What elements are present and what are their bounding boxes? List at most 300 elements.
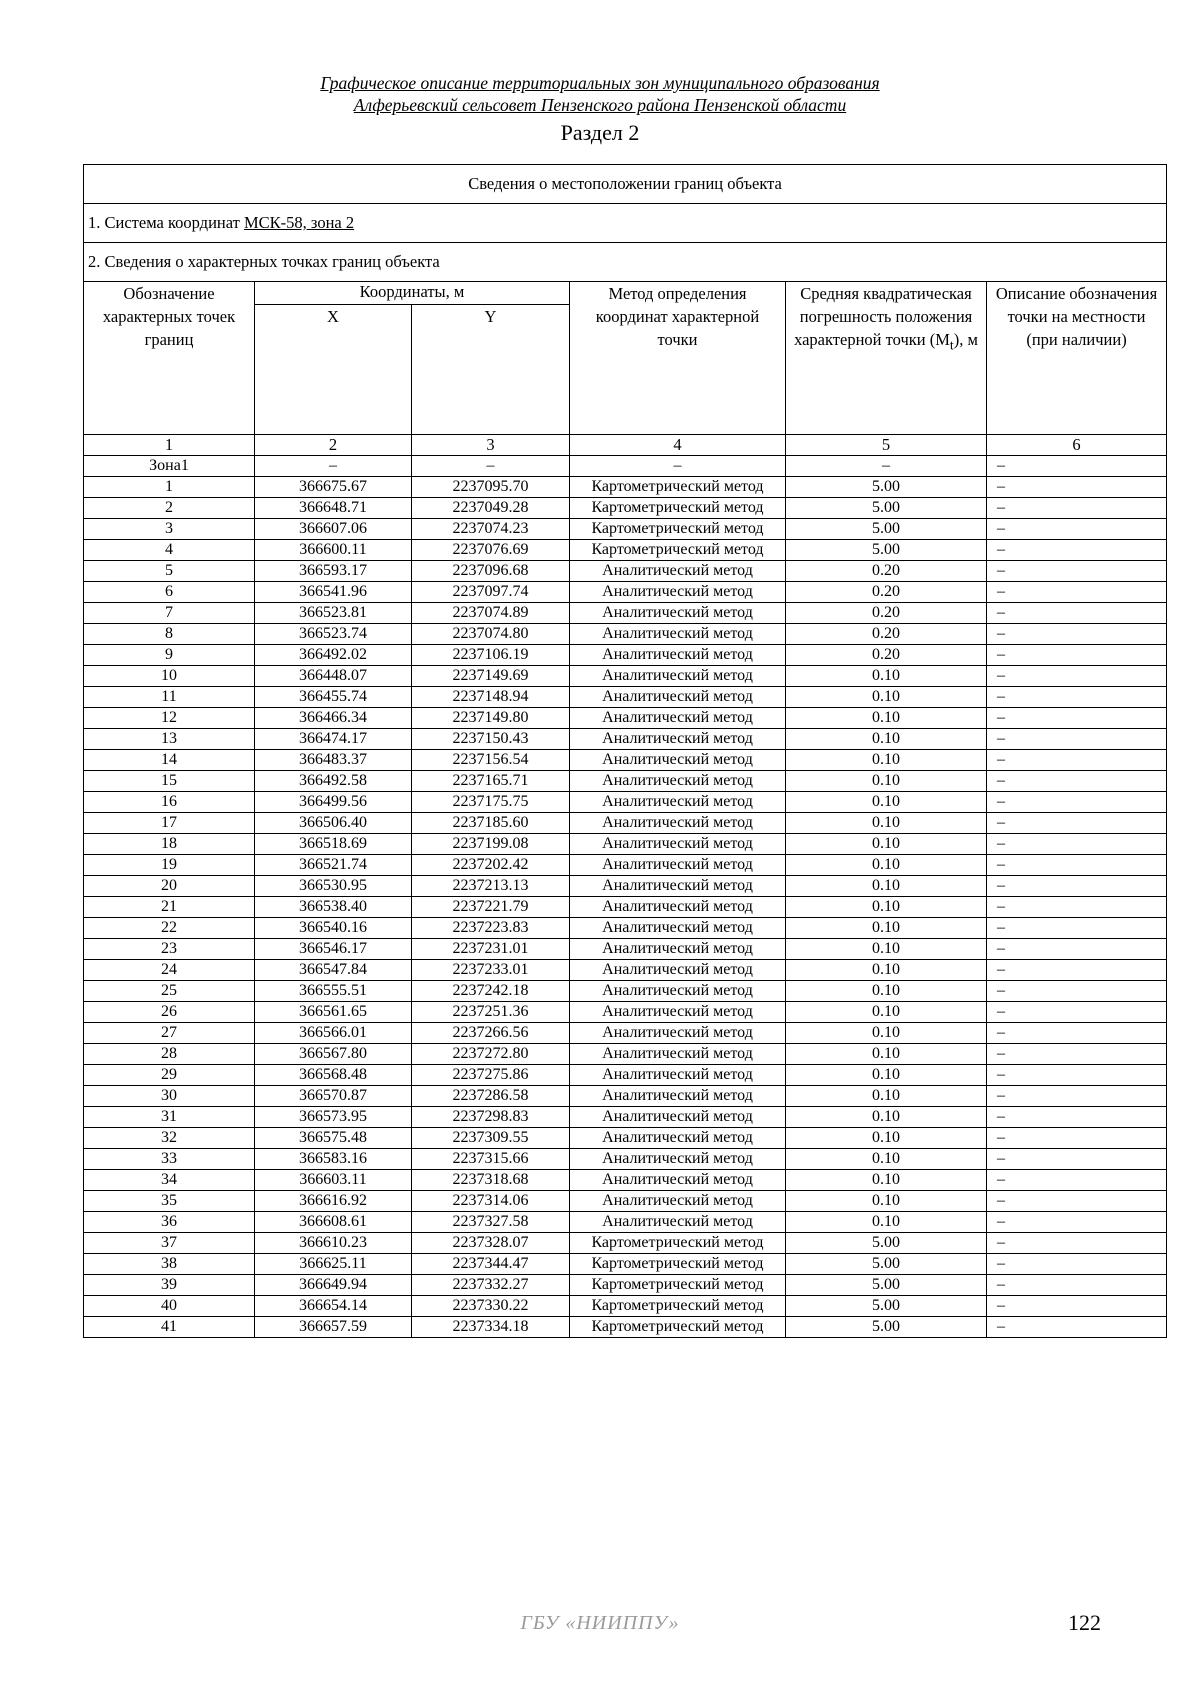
cell-error: 0.10 [786,666,987,687]
cell-error: 0.10 [786,1107,987,1128]
cell-method: Аналитический метод [570,1107,786,1128]
cell-x: 366616.92 [255,1191,412,1212]
header-y: Y [412,305,570,435]
cell-y: 2237344.47 [412,1254,570,1275]
column-number: 1 [84,435,255,456]
cell-description: – [987,624,1167,645]
table-row [84,1023,1167,1044]
coordinate-system-value: МСК-58, зона 2 [243,213,355,232]
table-row [84,897,1167,918]
cell-x: 366583.16 [255,1149,412,1170]
cell-error: 0.10 [786,1086,987,1107]
cell-y: 2237233.01 [412,960,570,981]
cell-point-id: 26 [84,1002,255,1023]
cell-x: 366538.40 [255,897,412,918]
cell-point-id: 18 [84,834,255,855]
page-number: 122 [1068,1610,1101,1635]
cell-x: 366649.94 [255,1275,412,1296]
cell-method: Аналитический метод [570,1023,786,1044]
cell-error: 0.10 [786,918,987,939]
cell-error: 0.10 [786,981,987,1002]
header-mean-error [786,282,987,435]
header-title-line-2: Алферьевский сельсовет Пензенского района Пензенской области [353,95,847,115]
cell-description: – [987,813,1167,834]
table-row [84,708,1167,729]
cell-y: 2237213.13 [412,876,570,897]
cell-point-id: 23 [84,939,255,960]
cell-method: Аналитический метод [570,1002,786,1023]
cell-error: 0.10 [786,1191,987,1212]
cell-y: 2237199.08 [412,834,570,855]
cell-description: – [987,792,1167,813]
table-row [84,960,1167,981]
cell-method: Картометрический метод [570,540,786,561]
cell-point-id: 2 [84,498,255,519]
cell-y: 2237309.55 [412,1128,570,1149]
table-row [84,519,1167,540]
cell-y: 2237185.60 [412,813,570,834]
cell-x: 366625.11 [255,1254,412,1275]
cell-error: 5.00 [786,519,987,540]
cell-y: 2237286.58 [412,1086,570,1107]
cell-y: 2237318.68 [412,1170,570,1191]
cell-x: 366561.65 [255,1002,412,1023]
document-header [0,72,1200,148]
cell-description: – [987,1149,1167,1170]
cell-method: Аналитический метод [570,1128,786,1149]
header-method: Метод определения координат характерной точки [570,282,786,435]
cell-description: – [987,960,1167,981]
cell-error: 0.10 [786,750,987,771]
cell-point-id: 10 [84,666,255,687]
cell-method: Аналитический метод [570,771,786,792]
table-row [84,1317,1167,1338]
cell-method: Аналитический метод [570,855,786,876]
table-row [84,645,1167,666]
cell-y: 2237049.28 [412,498,570,519]
cell-x: 366506.40 [255,813,412,834]
cell-description: – [987,1044,1167,1065]
table-row [84,582,1167,603]
table-row [84,1170,1167,1191]
cell-method: Аналитический метод [570,687,786,708]
cell-method: Аналитический метод [570,645,786,666]
cell-error: 5.00 [786,1233,987,1254]
cell-method: Аналитический метод [570,708,786,729]
cell-x: 366530.95 [255,876,412,897]
column-number: 3 [412,435,570,456]
cell-point-id: 25 [84,981,255,1002]
cell-x: 366603.11 [255,1170,412,1191]
cell-y: 2237076.69 [412,540,570,561]
cell-point-id: 24 [84,960,255,981]
table-row [84,1065,1167,1086]
cell-point-id: 37 [84,1233,255,1254]
cell-y: 2237242.18 [412,981,570,1002]
cell-description: – [987,1275,1167,1296]
cell-y: 2237149.80 [412,708,570,729]
points-heading: 2. Сведения о характерных точках границ объекта [84,243,1167,282]
cell-error: 5.00 [786,1275,987,1296]
cell-point-id: 33 [84,1149,255,1170]
cell-description: – [987,456,1167,477]
cell-method: Аналитический метод [570,813,786,834]
cell-x: 366547.84 [255,960,412,981]
cell-x: 366466.34 [255,708,412,729]
cell-point-id: 7 [84,603,255,624]
cell-y: 2237315.66 [412,1149,570,1170]
table-row [84,792,1167,813]
cell-error: 0.10 [786,687,987,708]
section-title: Раздел 2 [560,120,640,145]
cell-x: 366600.11 [255,540,412,561]
table-title: Сведения о местоположении границ объекта [84,165,1167,204]
cell-point-id: 38 [84,1254,255,1275]
header-mean-error-subscript: t [949,337,954,353]
table-row [84,729,1167,750]
cell-x: 366654.14 [255,1296,412,1317]
table-row [84,1212,1167,1233]
cell-method: Аналитический метод [570,918,786,939]
cell-method: Аналитический метод [570,981,786,1002]
cell-method: Аналитический метод [570,1044,786,1065]
cell-y: 2237332.27 [412,1275,570,1296]
cell-point-id: 14 [84,750,255,771]
boundary-points-table [83,164,1167,1338]
cell-y: 2237149.69 [412,666,570,687]
table-row [84,540,1167,561]
cell-y: 2237251.36 [412,1002,570,1023]
cell-description: – [987,687,1167,708]
cell-x: 366492.58 [255,771,412,792]
cell-y: 2237314.06 [412,1191,570,1212]
cell-x: 366499.56 [255,792,412,813]
cell-x: 366566.01 [255,1023,412,1044]
cell-method: Аналитический метод [570,1149,786,1170]
table-row [84,1191,1167,1212]
cell-x: 366523.74 [255,624,412,645]
cell-x: 366607.06 [255,519,412,540]
cell-error: 0.20 [786,582,987,603]
cell-point-id: 39 [84,1275,255,1296]
cell-x: 366555.51 [255,981,412,1002]
cell-error: – [786,456,987,477]
cell-description: – [987,519,1167,540]
cell-method: – [570,456,786,477]
table-row [84,1233,1167,1254]
cell-point-id: 34 [84,1170,255,1191]
cell-point-id: 29 [84,1065,255,1086]
cell-description: – [987,918,1167,939]
cell-error: 0.10 [786,729,987,750]
header-title-line-1: Графическое описание территориальных зон муниципального образования [320,73,880,93]
cell-description: – [987,834,1167,855]
cell-method: Картометрический метод [570,1296,786,1317]
cell-error: 0.10 [786,960,987,981]
cell-method: Аналитический метод [570,729,786,750]
cell-error: 0.10 [786,1002,987,1023]
column-number: 6 [987,435,1167,456]
cell-y: 2237148.94 [412,687,570,708]
table-row [84,1149,1167,1170]
cell-x: 366648.71 [255,498,412,519]
cell-description: – [987,561,1167,582]
cell-point-id: 9 [84,645,255,666]
table-row [84,1107,1167,1128]
cell-method: Аналитический метод [570,750,786,771]
cell-x: 366657.59 [255,1317,412,1338]
cell-description: – [987,582,1167,603]
cell-x: 366575.48 [255,1128,412,1149]
table-row [84,624,1167,645]
cell-description: – [987,771,1167,792]
cell-y: 2237328.07 [412,1233,570,1254]
cell-point-id: 21 [84,897,255,918]
cell-y: 2237074.80 [412,624,570,645]
cell-method: Картометрический метод [570,1254,786,1275]
cell-x: 366518.69 [255,834,412,855]
cell-y: 2237221.79 [412,897,570,918]
cell-method: Аналитический метод [570,1170,786,1191]
cell-description: – [987,645,1167,666]
cell-error: 0.20 [786,645,987,666]
table-row [84,687,1167,708]
table-row [84,456,1167,477]
cell-y: 2237275.86 [412,1065,570,1086]
cell-description: – [987,1023,1167,1044]
cell-point-id: 32 [84,1128,255,1149]
cell-error: 5.00 [786,1317,987,1338]
table-row [84,939,1167,960]
cell-description: – [987,729,1167,750]
cell-description: – [987,1107,1167,1128]
cell-method: Картометрический метод [570,519,786,540]
cell-point-id: 27 [84,1023,255,1044]
column-number: 5 [786,435,987,456]
cell-y: 2237095.70 [412,477,570,498]
cell-y: 2237334.18 [412,1317,570,1338]
cell-x: 366474.17 [255,729,412,750]
cell-method: Картометрический метод [570,498,786,519]
cell-error: 0.10 [786,771,987,792]
cell-point-id: 41 [84,1317,255,1338]
cell-point-id: 19 [84,855,255,876]
cell-x: 366567.80 [255,1044,412,1065]
cell-error: 0.10 [786,897,987,918]
header-mean-error-tail: ), м [953,330,978,349]
cell-description: – [987,666,1167,687]
table-row [84,1044,1167,1065]
header-point-designation: Обозначение характерных точек границ [84,282,255,435]
header-mean-error-text: Средняя квадратическая погрешность положения характерной точки (M [794,284,973,349]
cell-description: – [987,1233,1167,1254]
cell-description: – [987,1191,1167,1212]
cell-method: Картометрический метод [570,477,786,498]
cell-y: 2237298.83 [412,1107,570,1128]
cell-y: 2237175.75 [412,792,570,813]
cell-x: 366521.74 [255,855,412,876]
cell-point-id: 35 [84,1191,255,1212]
table-row [84,918,1167,939]
cell-y: 2237327.58 [412,1212,570,1233]
cell-description: – [987,981,1167,1002]
table-row [84,981,1167,1002]
cell-point-id: 12 [84,708,255,729]
cell-method: Аналитический метод [570,603,786,624]
cell-x: 366455.74 [255,687,412,708]
cell-error: 0.10 [786,1149,987,1170]
cell-description: – [987,498,1167,519]
cell-x: 366541.96 [255,582,412,603]
cell-description: – [987,1065,1167,1086]
table-row [84,1002,1167,1023]
cell-description: – [987,855,1167,876]
cell-error: 5.00 [786,477,987,498]
cell-y: 2237156.54 [412,750,570,771]
cell-description: – [987,1317,1167,1338]
cell-y: 2237202.42 [412,855,570,876]
column-number: 2 [255,435,412,456]
table-row [84,498,1167,519]
cell-error: 0.10 [786,939,987,960]
cell-error: 0.10 [786,855,987,876]
cell-y: 2237106.19 [412,645,570,666]
table-row [84,813,1167,834]
cell-point-id: 13 [84,729,255,750]
cell-x: 366540.16 [255,918,412,939]
cell-point-id: 22 [84,918,255,939]
cell-error: 5.00 [786,1296,987,1317]
cell-x: 366573.95 [255,1107,412,1128]
cell-error: 0.10 [786,1065,987,1086]
cell-point-id: 20 [84,876,255,897]
cell-description: – [987,1002,1167,1023]
cell-point-id: 4 [84,540,255,561]
cell-method: Аналитический метод [570,1191,786,1212]
cell-y: 2237330.22 [412,1296,570,1317]
cell-error: 0.10 [786,876,987,897]
cell-point-id: 16 [84,792,255,813]
cell-y: 2237223.83 [412,918,570,939]
cell-point-id: 1 [84,477,255,498]
cell-description: – [987,1170,1167,1191]
cell-y: 2237165.71 [412,771,570,792]
table-row [84,561,1167,582]
cell-y: 2237074.89 [412,603,570,624]
cell-y: – [412,456,570,477]
cell-x: 366523.81 [255,603,412,624]
table-row [84,477,1167,498]
cell-error: 0.20 [786,561,987,582]
cell-description: – [987,540,1167,561]
cell-x: 366492.02 [255,645,412,666]
cell-point-id: 6 [84,582,255,603]
cell-point-id: 17 [84,813,255,834]
column-number: 4 [570,435,786,456]
coordinate-system-prefix: 1. Система координат [88,213,244,232]
cell-y: 2237074.23 [412,519,570,540]
table-row [84,855,1167,876]
cell-error: 0.10 [786,792,987,813]
cell-method: Картометрический метод [570,1275,786,1296]
cell-point-id: 15 [84,771,255,792]
cell-error: 0.10 [786,1044,987,1065]
cell-description: – [987,750,1167,771]
cell-method: Аналитический метод [570,666,786,687]
cell-point-id: 40 [84,1296,255,1317]
table-row [84,834,1167,855]
cell-description: – [987,1212,1167,1233]
cell-error: 5.00 [786,1254,987,1275]
cell-y: 2237096.68 [412,561,570,582]
cell-error: 5.00 [786,498,987,519]
cell-description: – [987,876,1167,897]
cell-description: – [987,1086,1167,1107]
table-row [84,1296,1167,1317]
cell-y: 2237266.56 [412,1023,570,1044]
cell-error: 0.10 [786,834,987,855]
cell-error: 0.10 [786,1212,987,1233]
cell-error: 0.10 [786,813,987,834]
cell-error: 0.10 [786,1128,987,1149]
cell-point-id: 3 [84,519,255,540]
cell-description: – [987,1128,1167,1149]
table-row [84,1275,1167,1296]
table-row [84,666,1167,687]
cell-point-id: 28 [84,1044,255,1065]
table-body [84,456,1167,1338]
cell-x: 366675.67 [255,477,412,498]
table-row [84,771,1167,792]
cell-method: Картометрический метод [570,1233,786,1254]
cell-method: Аналитический метод [570,792,786,813]
cell-error: 0.20 [786,624,987,645]
cell-point-id: 11 [84,687,255,708]
cell-method: Аналитический метод [570,1212,786,1233]
cell-point-id: 30 [84,1086,255,1107]
cell-point-id: 31 [84,1107,255,1128]
cell-method: Картометрический метод [570,1317,786,1338]
cell-y: 2237150.43 [412,729,570,750]
cell-point-id: 5 [84,561,255,582]
cell-error: 5.00 [786,540,987,561]
cell-method: Аналитический метод [570,939,786,960]
cell-method: Аналитический метод [570,897,786,918]
cell-description: – [987,897,1167,918]
footer-organization: ГБУ «НИИППУ» [520,1612,680,1634]
cell-point-id: 8 [84,624,255,645]
cell-error: 0.20 [786,603,987,624]
table-row [84,1086,1167,1107]
cell-error: 0.10 [786,1170,987,1191]
table-row [84,1254,1167,1275]
cell-x: 366448.07 [255,666,412,687]
cell-description: – [987,1254,1167,1275]
cell-error: 0.10 [786,1023,987,1044]
cell-description: – [987,477,1167,498]
cell-y: 2237097.74 [412,582,570,603]
cell-error: 0.10 [786,708,987,729]
cell-method: Аналитический метод [570,834,786,855]
cell-description: – [987,1296,1167,1317]
cell-method: Аналитический метод [570,582,786,603]
cell-method: Аналитический метод [570,561,786,582]
coordinate-system-row [84,204,1167,243]
table-row [84,876,1167,897]
cell-y: 2237272.80 [412,1044,570,1065]
cell-description: – [987,939,1167,960]
cell-method: Аналитический метод [570,1065,786,1086]
